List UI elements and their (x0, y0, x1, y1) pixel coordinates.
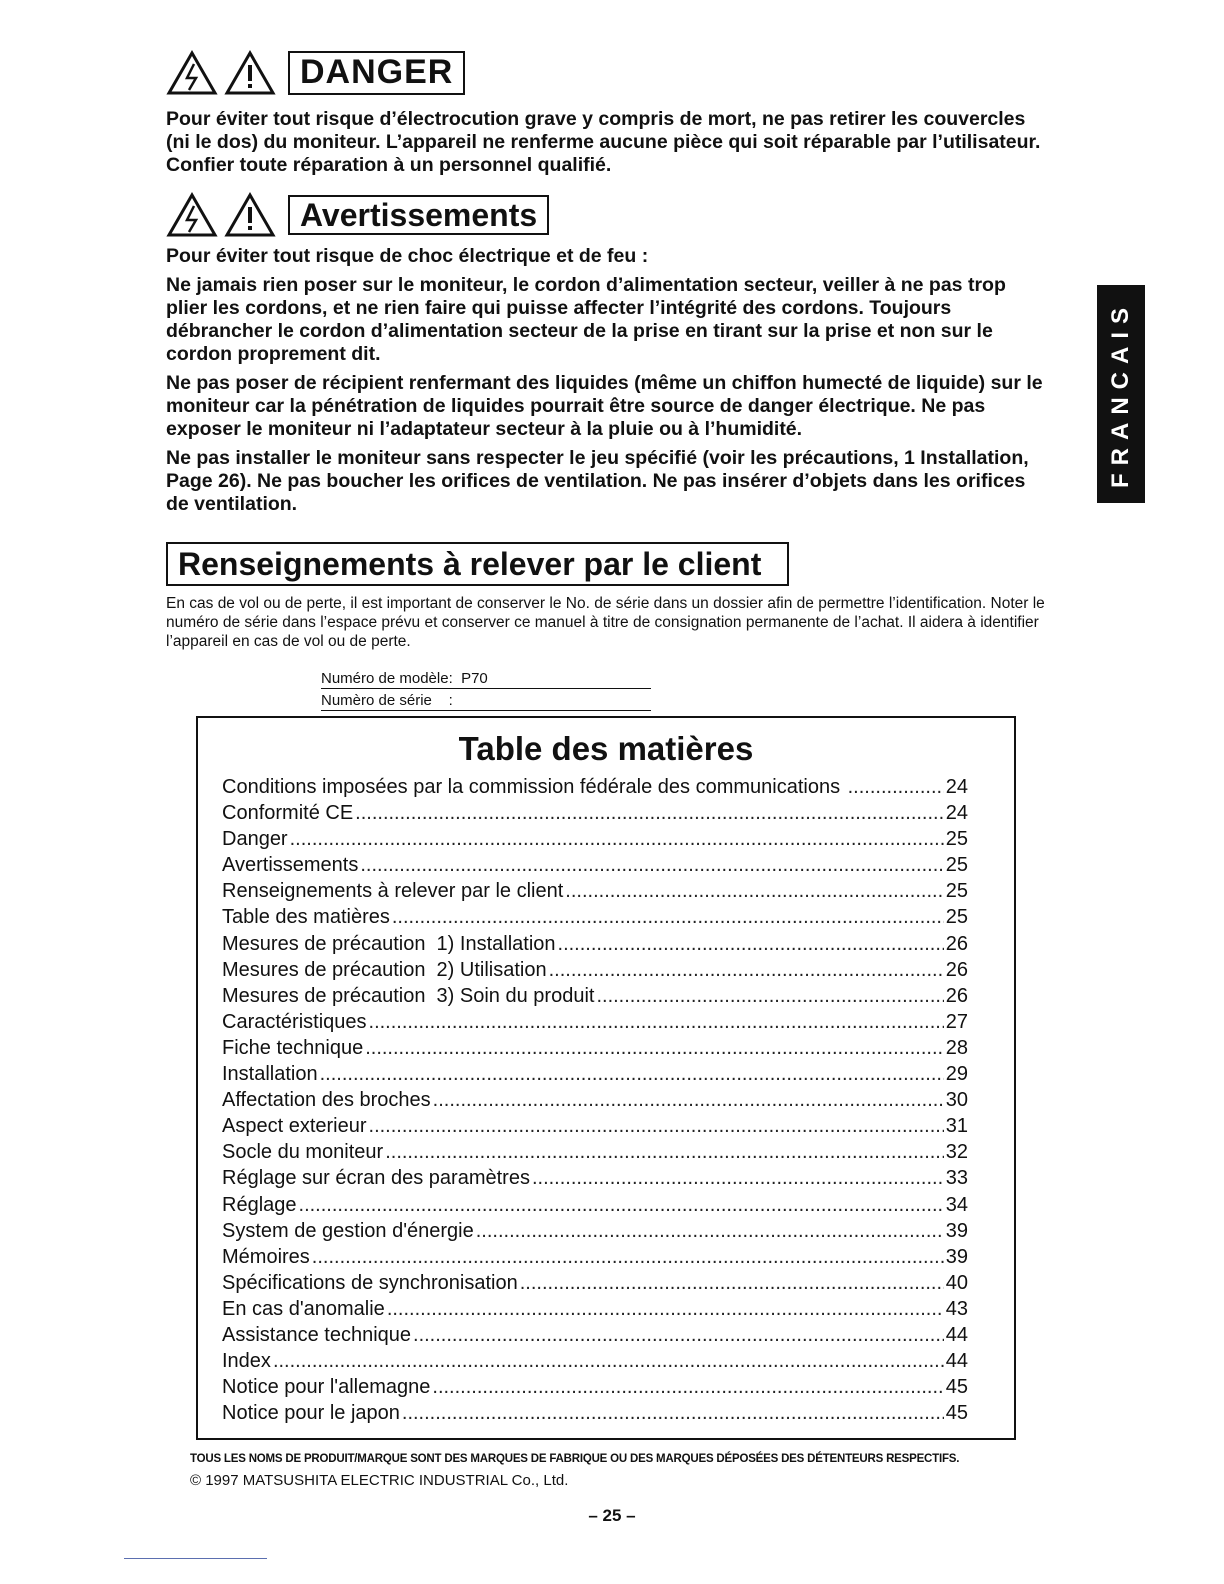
toc-entry (222, 1218, 968, 1244)
toc-entry-label: System de gestion d'énergie (222, 1219, 474, 1242)
toc-entry-page: 43 (945, 1297, 968, 1320)
toc-leader-dots (273, 1348, 944, 1374)
toc-entry-label: Aspect exterieur (222, 1115, 367, 1138)
toc-entry-page: 34 (945, 1193, 968, 1216)
toc-entry-page: 25 (945, 880, 968, 903)
toc-entry (222, 1009, 968, 1035)
toc-leader-dots (392, 904, 944, 930)
toc-entry-label: Fiche technique (222, 1036, 364, 1059)
toc-entry-label: Spécifications de synchronisation (222, 1271, 518, 1294)
danger-heading (166, 50, 465, 96)
exclamation-warning-icon (224, 50, 276, 96)
toc-leader-dots (369, 1113, 944, 1139)
client-text: En cas de vol ou de perte, il est important de conserver le No. de série dans un dossier afin de permettre l’identification. Noter le numéro de série dans l’espace prévu et conserver ce manuel à titre de consignation permanente de l’achat. Il aidera à identifier l’appareil en cas de vol ou de perte. (166, 595, 1045, 650)
toc-entry-page: 45 (945, 1376, 968, 1399)
toc-entry-label: Mesures de précaution 3) Soin du produit (222, 984, 595, 1007)
toc-entry (222, 1296, 968, 1322)
toc-entry (222, 957, 968, 983)
model-number-value: P70 (461, 670, 488, 687)
model-number-field (321, 669, 651, 689)
toc-entry (222, 1244, 968, 1270)
toc-entry (222, 1113, 968, 1139)
toc-entry (222, 1061, 968, 1087)
toc-title: Table des matières (458, 730, 754, 767)
avertissements-title: Avertissements (288, 195, 549, 236)
toc-entry-page: 39 (945, 1245, 968, 1268)
toc-entry (222, 1165, 968, 1191)
toc-leader-dots (385, 1139, 944, 1165)
toc-entry-page: 26 (945, 932, 968, 955)
toc-leader-dots (558, 931, 944, 957)
avertissements-heading (166, 192, 549, 238)
avertissements-paragraph: Ne pas installer le moniteur sans respecter le jeu spécifié (voir les précautions, 1 Installation, Page 26). Ne pas boucher les orifices de ventilation. Ne pas insérer d’objets dans les orifices de ventilation. (166, 447, 1029, 515)
toc-entry-page: 30 (945, 1089, 968, 1112)
exclamation-warning-icon (224, 192, 276, 238)
danger-title: DANGER (288, 51, 465, 94)
toc-leader-dots (299, 1192, 944, 1218)
toc-entry-label: Conformité CE (222, 802, 354, 825)
toc-leader-dots (360, 852, 943, 878)
toc-entry (222, 878, 968, 904)
model-number-label: Numéro de modèle: (321, 670, 453, 687)
toc-leader-dots (413, 1322, 944, 1348)
toc-leader-dots (387, 1296, 944, 1322)
language-tab (1097, 285, 1145, 503)
toc-entry-label: Avertissements (222, 854, 359, 877)
toc-entry-label: Mémoires (222, 1245, 310, 1268)
toc-entry-label: Renseignements à relever par le client (222, 880, 564, 903)
toc-leader-dots (365, 1035, 944, 1061)
toc-entry-page: 39 (945, 1219, 968, 1242)
toc-entry (222, 983, 968, 1009)
toc-entry-label: Conditions imposées par la commission fédérale des communications (222, 776, 846, 798)
toc-entry (222, 1035, 968, 1061)
toc-leader-dots (312, 1244, 944, 1270)
trademark-notice: TOUS LES NOMS DE PRODUIT/MARQUE SONT DES MARQUES DE FABRIQUE OU DES MARQUES DÉPOSÉES DES DÉTENTEURS RESPECTIFS. (190, 1453, 960, 1465)
toc-entry-label: Danger (222, 828, 288, 851)
toc-entry-page: 25 (945, 828, 968, 851)
toc-entry-label: En cas d'anomalie (222, 1297, 385, 1320)
toc-entry (222, 800, 968, 826)
toc-leader-dots (290, 826, 944, 852)
toc-entry-label: Caractéristiques (222, 1010, 367, 1033)
toc-entry-page: 31 (945, 1115, 968, 1138)
toc-leader-dots (565, 878, 943, 904)
toc-entry-label: Socle du moniteur (222, 1141, 384, 1164)
toc-entry-page: 33 (945, 1167, 968, 1190)
bottom-divider (124, 1558, 267, 1559)
serial-number-field (321, 691, 651, 711)
toc-entry-page: 25 (945, 906, 968, 929)
toc-entry (222, 774, 968, 800)
avertissements-paragraph: Pour éviter tout risque de choc électrique et de feu : (166, 245, 649, 267)
toc-entry-label: Installation (222, 1063, 318, 1086)
page-number: – 25 – (588, 1506, 636, 1525)
toc-entry (222, 1400, 968, 1426)
toc-entry (222, 852, 968, 878)
toc-leader-dots (432, 1374, 943, 1400)
toc-leader-dots (848, 774, 944, 800)
toc-entry-page: 40 (945, 1271, 968, 1294)
toc-entry (222, 931, 968, 957)
toc-leader-dots (596, 983, 943, 1009)
toc-entry-label: Table des matières (222, 906, 390, 929)
toc-entry-page: 24 (945, 776, 968, 798)
avertissements-paragraph: Ne pas poser de récipient renfermant des liquides (même un chiffon humecté de liquide) sur le moniteur car la pénétration de liquides pourrait être source de danger électrique. Ne pas exposer le moniteur ni l’adaptateur secteur à la pluie ou à l’humidité. (166, 372, 1043, 440)
toc-entry-label: Index (222, 1350, 271, 1373)
toc-leader-dots (433, 1087, 944, 1113)
toc-entry-page: 44 (945, 1323, 968, 1346)
toc-entry-page: 24 (945, 802, 968, 825)
avertissements-body (166, 245, 1051, 522)
toc-entry (222, 1139, 968, 1165)
toc-entry-page: 44 (945, 1350, 968, 1373)
toc-entry-label: Réglage (222, 1193, 297, 1216)
toc-entry (222, 1087, 968, 1113)
toc-entry-page: 27 (945, 1010, 968, 1033)
toc-entry-page: 45 (945, 1402, 968, 1425)
avertissements-paragraph: Ne jamais rien poser sur le moniteur, le cordon d’alimentation secteur, veiller à ne pas trop plier les cordons, et ne rien faire qui puisse affecter l’intégrité des cordons. Toujours débrancher le cordon d’alimentation secteur de la prise en tirant sur la prise et non sur le cordon proprement dit. (166, 274, 1006, 365)
table-of-contents (196, 716, 1016, 1440)
toc-leader-dots (520, 1270, 944, 1296)
copyright-notice: © 1997 MATSUSHITA ELECTRIC INDUSTRIAL Co., Ltd. (190, 1472, 569, 1489)
toc-entry-label: Mesures de précaution 2) Utilisation (222, 958, 547, 981)
toc-entry-page: 25 (945, 854, 968, 877)
toc-entry (222, 1192, 968, 1218)
electric-shock-warning-icon (166, 50, 218, 96)
toc-list (198, 774, 1014, 1426)
toc-entry-label: Assistance technique (222, 1323, 412, 1346)
toc-entry (222, 1322, 968, 1348)
toc-entry-page: 28 (945, 1036, 968, 1059)
toc-entry (222, 1270, 968, 1296)
toc-entry-label: Affectation des broches (222, 1089, 431, 1112)
serial-number-value: : (448, 692, 453, 709)
toc-entry-page: 26 (945, 984, 968, 1007)
client-heading (166, 545, 789, 583)
toc-leader-dots (402, 1400, 944, 1426)
toc-entry (222, 1348, 968, 1374)
toc-leader-dots (532, 1165, 944, 1191)
toc-entry-page: 29 (945, 1063, 968, 1086)
toc-entry-page: 32 (945, 1141, 968, 1164)
serial-number-label: Numèro de série (321, 692, 432, 709)
toc-entry-label: Mesures de précaution 1) Installation (222, 932, 556, 955)
toc-entry (222, 826, 968, 852)
toc-leader-dots (320, 1061, 944, 1087)
danger-text: Pour éviter tout risque d’électrocution grave y compris de mort, ne pas retirer les couvercles (ni le dos) du moniteur. L’appareil ne renferme aucune pièce qui soit réparable par l’utilisateur. Confier toute réparation à un personnel qualifié. (166, 108, 1041, 176)
toc-entry (222, 1374, 968, 1400)
toc-entry-label: Notice pour l'allemagne (222, 1376, 431, 1399)
toc-entry-label: Réglage sur écran des paramètres (222, 1167, 530, 1190)
language-tab-label: FRANCAIS (1107, 300, 1134, 488)
toc-leader-dots (369, 1009, 944, 1035)
toc-leader-dots (549, 957, 944, 983)
electric-shock-warning-icon (166, 192, 218, 238)
toc-leader-dots (355, 800, 944, 826)
toc-entry (222, 904, 968, 930)
toc-entry-page: 26 (945, 958, 968, 981)
toc-leader-dots (476, 1218, 944, 1244)
toc-entry-label: Notice pour le japon (222, 1402, 400, 1425)
client-title: Renseignements à relever par le client (166, 542, 789, 586)
